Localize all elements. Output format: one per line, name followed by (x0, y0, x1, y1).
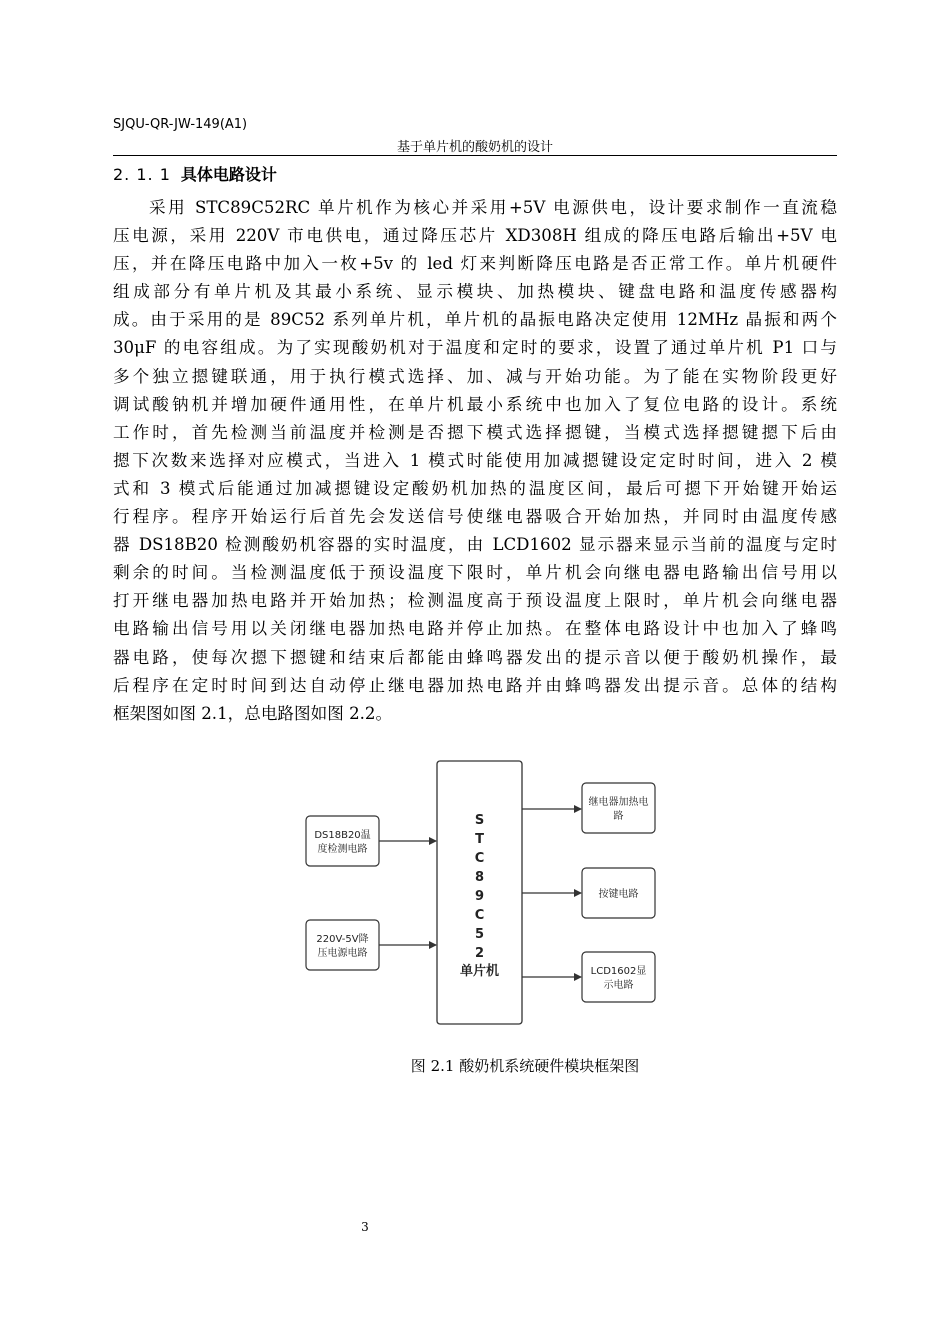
temperature-sensor-label-1: DS18B20温 (314, 830, 371, 841)
body-line: 式和 3 模式后能通过加减摁键设定酸奶机加热的温度区间，最后可摁下开始键开始运 (113, 478, 837, 498)
mcu-char: 9 (474, 889, 485, 904)
temperature-sensor-label-2: 度检测电路 (317, 844, 368, 855)
body-line: 框架图如图 2.1，总电路图如图 2.2。 (113, 703, 393, 723)
lcd-label-1: LCD1602显 (590, 966, 647, 977)
mcu-char: C (474, 851, 485, 866)
mcu-name: 单片机 (459, 964, 500, 979)
mcu-char: T (475, 832, 484, 847)
body-line: 摁下次数来选择对应模式，当进入 1 模式时能使用加减摁键设定定时时间，进入 2 模 (113, 450, 837, 470)
running-title: 基于单片机的酸奶机的设计 (396, 140, 553, 155)
body-paragraph (113, 194, 837, 728)
body-line: 剩余的时间。当检测温度低于预设温度下限时，单片机会向继电器电路输出信号用以 (113, 563, 837, 583)
temperature-sensor-block (306, 816, 379, 866)
body-line: 调试酸钠机并增加硬件通用性，在单片机最小系统中也加入了复位电路的设计。系统 (113, 394, 837, 414)
body-line: 多个独立摁键联通，用于执行模式选择、加、减与开始功能。为了能在实物阶段更好 (113, 366, 837, 386)
power-supply-block (306, 920, 379, 970)
mcu-char: C (474, 908, 485, 923)
body-line: 后程序在定时时间到达自动停止继电器加热电路并由蜂鸣器发出提示音。总体的结构 (113, 675, 837, 695)
relay-heater-block (582, 783, 655, 833)
block-diagram-figure (300, 758, 660, 1028)
body-line: 压，并在降压电路中加入一枚+5v 的 led 灯来判断降压电路是否正常工作。单片机硬件 (113, 254, 837, 274)
mcu-block (437, 761, 522, 1024)
body-line: 行程序。程序开始运行后首先会发送信号使继电器吸合开始加热，并同时由温度传感 (113, 507, 837, 527)
body-line: 压电源，采用 220V 市电供电，通过降压芯片 XD308H 组成的降压电路后输出+5V 电 (113, 226, 837, 246)
body-line: 采用 STC89C52RC 单片机作为核心并采用+5V 电源供电，设计要求制作一直流稳 (149, 198, 837, 217)
header-rule (113, 155, 837, 156)
relay-heater-label-2: 路 (613, 811, 624, 822)
section-heading (113, 162, 277, 185)
block-diagram (300, 758, 660, 1028)
body-line: 电路输出信号用以关闭继电器加热电路并停止加热。在整体电路设计中也加入了蜂鸣 (113, 619, 837, 639)
figure-caption: 图 2.1 酸奶机系统硬件模块框架图 (410, 1057, 640, 1075)
document-code: SJQU-QR-JW-149(A1) (113, 117, 248, 132)
keypad-label: 按键电路 (598, 889, 639, 900)
body-line: 30μF 的电容组成。为了实现酸奶机对于温度和定时的要求，设置了通过单片机 P1 口与 (113, 338, 837, 358)
lcd-display-block (582, 952, 655, 1002)
section-title: 具体电路设计 (180, 165, 277, 184)
body-line: 器电路，使每次摁下摁键和结束后都能由蜂鸣器发出的提示音以便于酸奶机操作，最 (113, 647, 837, 667)
body-line: 工作时，首先检测当前温度并检测是否摁下模式选择摁键，当模式选择摁键摁下后由 (113, 422, 837, 442)
mcu-char: S (474, 813, 485, 828)
mcu-char: 8 (474, 870, 485, 885)
body-line: 打开继电器加热电路并开始加热；检测温度高于预设温度上限时，单片机会向继电器 (113, 591, 837, 611)
relay-heater-label-1: 继电器加热电 (588, 797, 649, 808)
keypad-block (582, 868, 655, 918)
body-line: 成。由于采用的是 89C52 系列单片机，单片机的晶振电路决定使用 12MHz 晶振和两个 (113, 310, 837, 330)
page-number: 3 (361, 1220, 369, 1234)
section-number: 2. 1. 1 (113, 165, 171, 184)
body-line: 组成部分有单片机及其最小系统、显示模块、加热模块、键盘电路和温度传感器构 (113, 282, 837, 302)
mcu-char: 2 (474, 946, 485, 961)
lcd-label-2: 示电路 (603, 980, 634, 991)
body-line: 器 DS18B20 检测酸奶机容器的实时温度，由 LCD1602 显示器来显示当前的温度与定时 (113, 535, 837, 555)
power-supply-label-1: 220V-5V降 (316, 934, 369, 945)
power-supply-label-2: 压电源电路 (317, 948, 368, 959)
mcu-char: 5 (474, 927, 485, 942)
